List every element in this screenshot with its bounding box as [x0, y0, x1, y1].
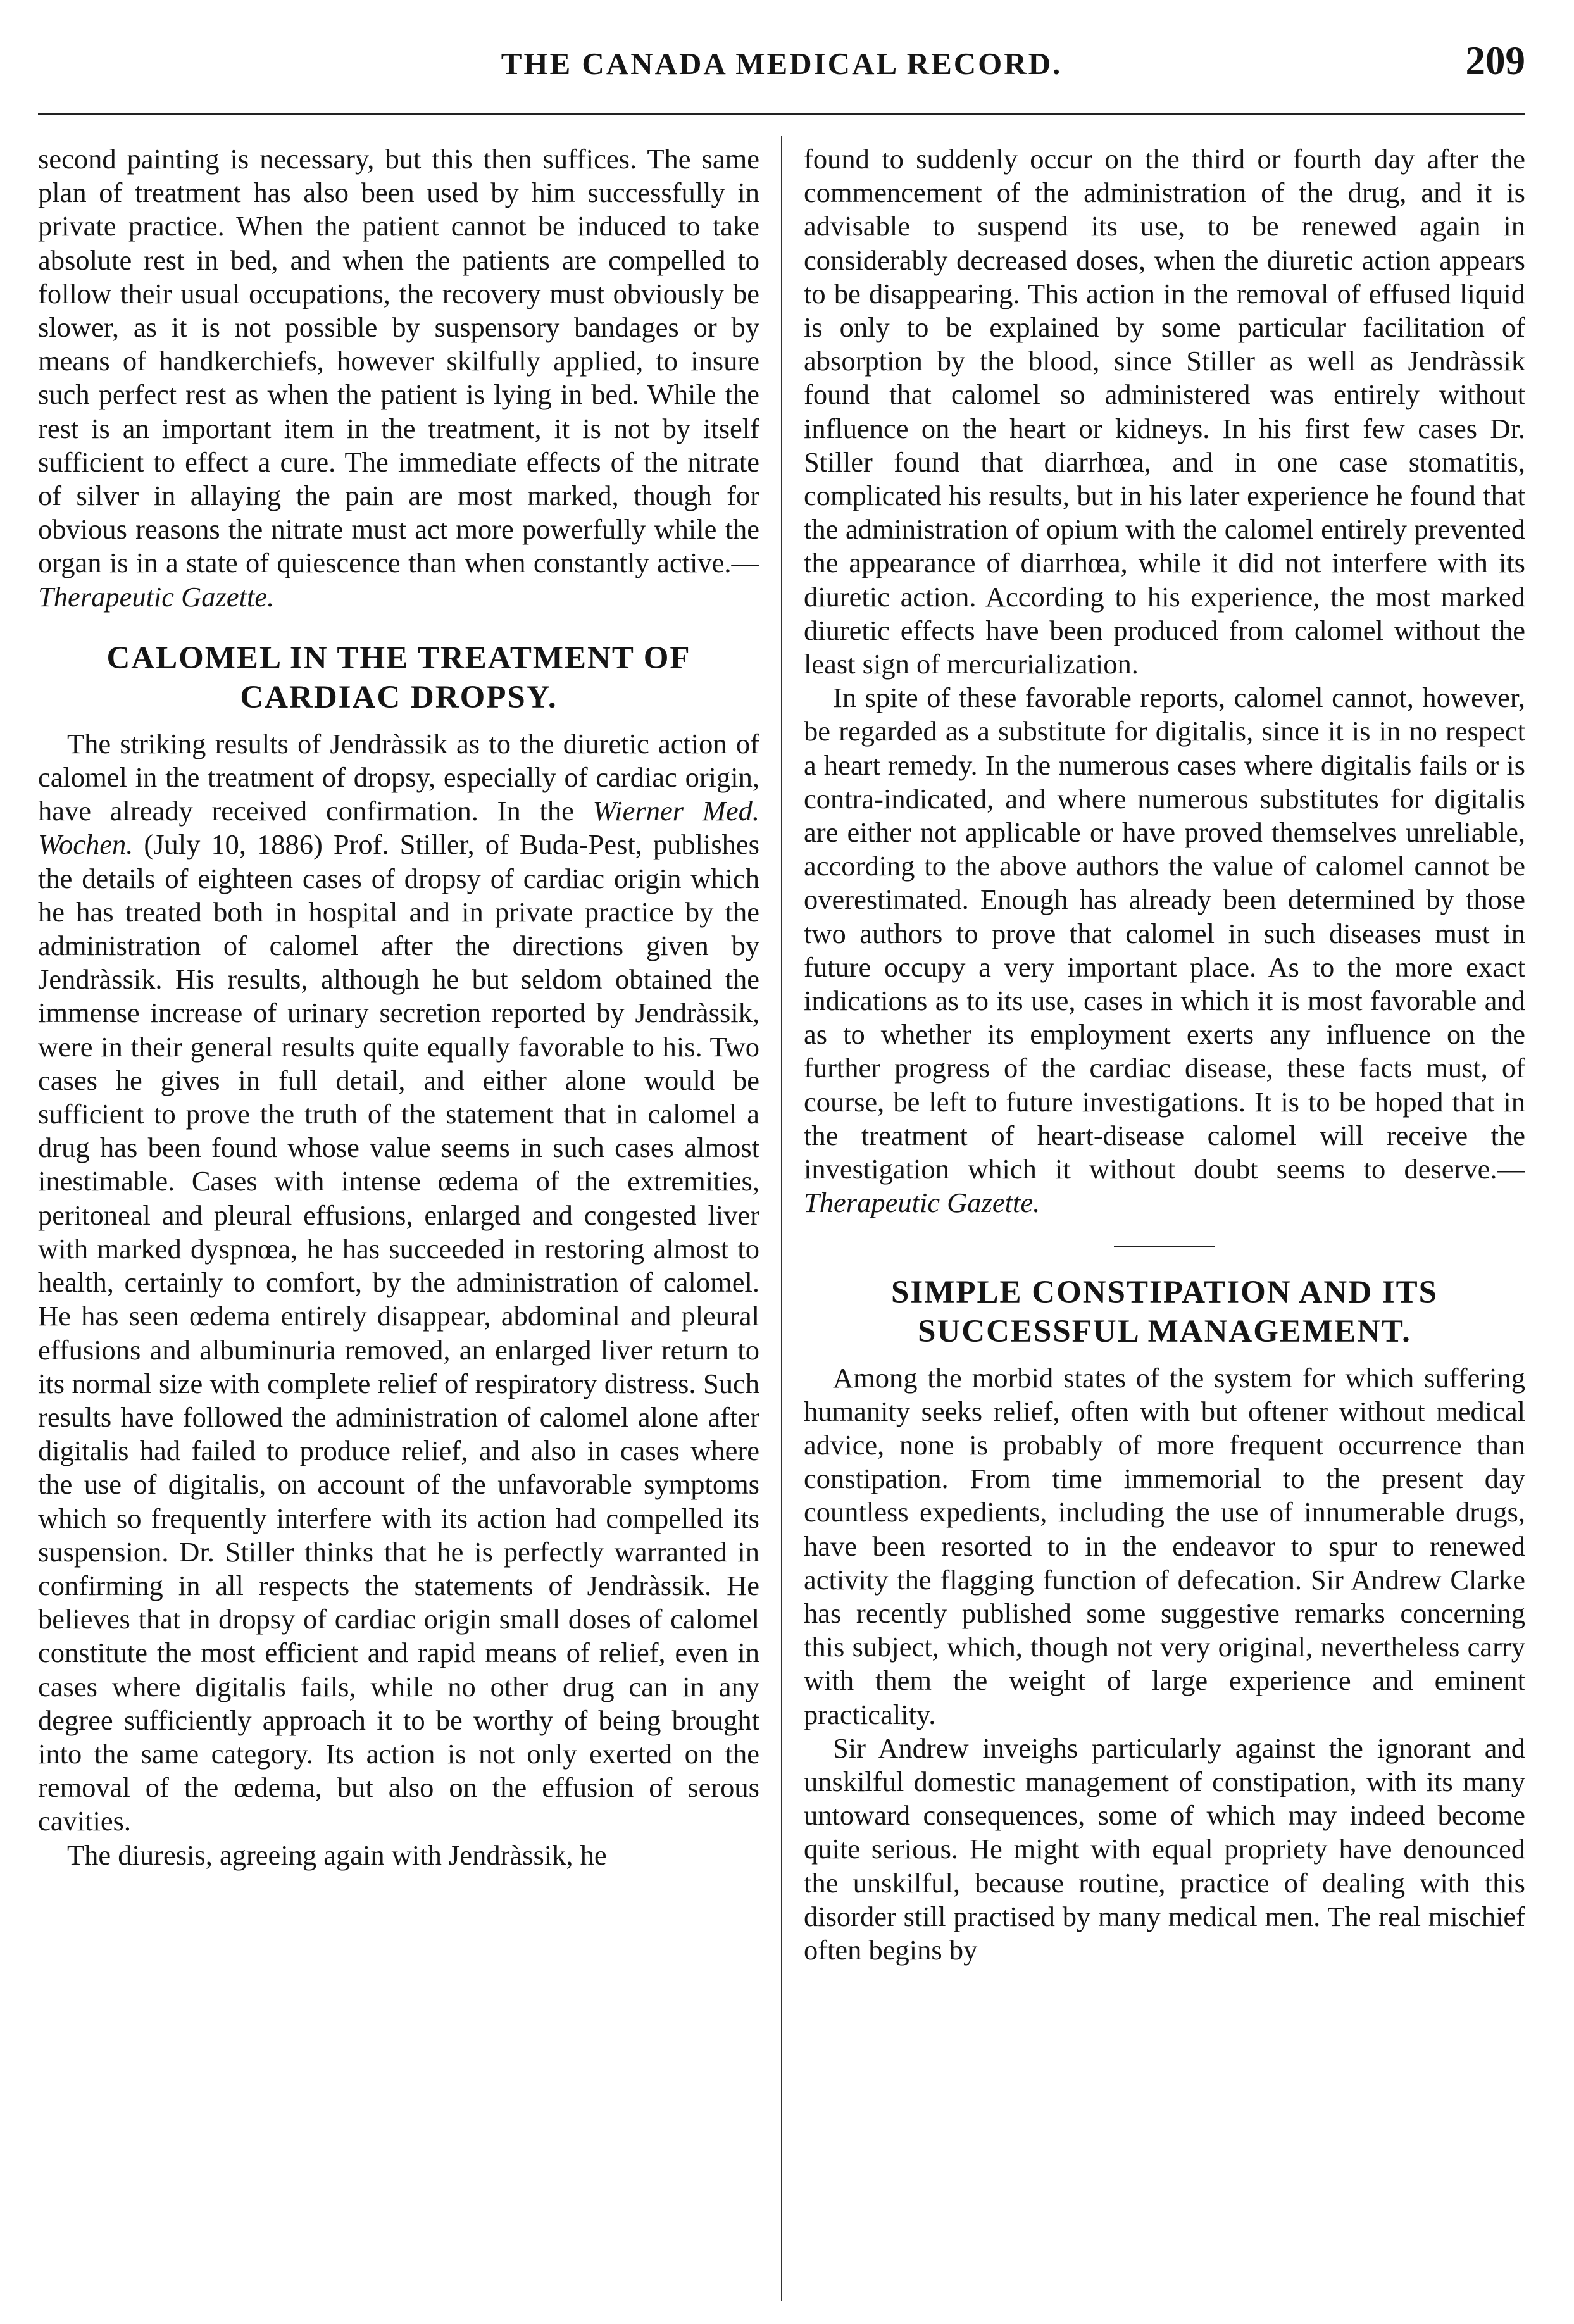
article-paragraph [804, 681, 1525, 1220]
article-paragraph: Among the morbid states of the system for which suffering humanity seeks relief, often with but oftener without medical advice, none is probably of more frequent occurrence than constipation. From time immemorial to the present day countless expedients, including the use of innumerable drugs, have been resorted to in the endeavor to spur to renewed activity the flagging function of defecation. Sir Andrew Clarke has recently published some suggestive remarks concerning this subject, which, though not very original, nevertheless carry with them the weight of large experience and eminent practicality. [804, 1361, 1525, 1730]
page-number: 209 [1465, 39, 1525, 83]
left-column [38, 142, 759, 2294]
journal-title: THE CANADA MEDICAL RECORD. [501, 46, 1063, 81]
section-separator [1114, 1246, 1215, 1247]
paragraph-text: In spite of these favorable reports, calomel cannot, however, be regarded as a substitute for digitalis, since it is in no respect a heart remedy. In the numerous cases where digitalis fails or is contra-indicated, and where numerous substitutes for digitalis are either not applicable or have proved themselves unreliable, according to the above authors the value of calomel cannot be overestimated. Enough has already been determined by those two authors to prove that calomel in such diseases must in future occupy a very important place. As to the more exact indications as to its use, cases in which it is most favorable and as to whether its employment exerts any influence on the further progress of the cardiac disease, these facts must, of course, be left to future investigations. It is to be hoped that in the treatment of heart-disease calomel will receive the investigation which it without doubt seems to deserve.— [804, 682, 1525, 1185]
article-paragraph: The diuresis, agreeing again with Jendràssik, he [67, 1839, 607, 1871]
right-column [804, 142, 1525, 2294]
continued-paragraph-text: second painting is necessary, but this then suffices. The same plan of treatment has also been used by him successfully in private practice. When the patient cannot be induced to take absolute rest in bed, and when the patients are compelled to follow their usual occupations, the recovery must obviously be slower, as it is not possible by suspensory bandages or by means of handkerchiefs, however skilfully applied, to insure such perfect rest as when the patient is lying in bed. While the rest is an important item in the treatment, it is not by itself sufficient to effect a cure. The immediate effects of the nitrate of silver in allaying the pain are most marked, though for obvious reasons the nitrate must act more powerfully while the organ is in a state of quiescence than when constantly active.— [38, 143, 759, 579]
source-journal-title: Wierner Med. Wochen. [38, 795, 759, 861]
article-paragraph [38, 727, 759, 1839]
article-heading-calomel: CALOMEL IN THE TREATMENT OF CARDIAC DROPSY. [106, 640, 691, 715]
article-heading-constipation: SIMPLE CONSTIPATION AND ITS SUCCESSFUL MANAGEMENT. [890, 1274, 1439, 1349]
header-rule [38, 113, 1525, 115]
article-paragraph: found to suddenly occur on the third or fourth day after the commencement of the administration of the drug, and it is advisable to suspend its use, to be renewed again in considerably decreased doses, when the diuretic action appears to be disappearing. This action in the removal of effused liquid is only to be explained by some particular facilitation of absorption by the blood, since Stiller as well as Jendràssik found that calomel so administered was entirely without influence on the heart or kidneys. In his first few cases Dr. Stiller found that diarrhœa, and in one case stomatitis, complicated his results, but in his later experience he found that the administration of opium with the calomel entirely prevented the appearance of diarrhœa, while it did not interfere with its diuretic action. According to his experience, the most marked diuretic effects have been produced from calomel without the least sign of mercurialization. [804, 143, 1525, 680]
citation-therapeutic-gazette: Therapeutic Gazette. [38, 580, 275, 613]
continued-paragraph [38, 142, 759, 614]
article-paragraph: Sir Andrew inveighs particularly against the ignorant and unskilful domestic management of constipation, with its many untoward consequences, some of which may indeed become quite serious. He might with equal propriety have denounced the unskilful, because routine, practice of dealing with this disorder still practised by many medical men. The real mischief often begins by [804, 1732, 1525, 1966]
paragraph-text: (July 10, 1886) Prof. Stiller, of Buda-Pest, publishes the details of eighteen cases of dropsy of cardiac origin which he has treated both in hospital and in private practice by the administration of calomel after the directions given by Jendràssik. His results, although he but seldom obtained the immense increase of urinary secretion reported by Jendràssik, were in their general results quite equally favorable to his. Two cases he gives in full detail, and either alone would be sufficient to prove the truth of the statement that in calomel a drug has been found whose value seems in such cases almost inestimable. Cases with intense œdema of the extremities, peritoneal and pleural effusions, enlarged and congested liver with marked dyspnœa, he has succeeded in restoring almost to health, certainly to comfort, by the administration of calomel. He has seen œdema entirely disappear, abdominal and pleural effusions and albuminuria removed, an enlarged liver return to its normal size with complete relief of respiratory distress. Such results have followed the administration of calomel alone after digitalis had failed to produce relief, and also in cases where the use of digitalis, on account of the unfavorable symptoms which so frequently interfere with its action had compelled its suspension. Dr. Stiller thinks that he is perfectly warranted in confirming in all respects the statements of Jendràssik. He believes that in dropsy of cardiac origin small doses of calomel constitute the most efficient and rapid means of relief, even in cases where digitalis fails, while no other drug can in any degree sufficiently approach it to be worthy of being brought into the same category. Its action is not only exerted on the removal of the œdema, but also on the effusion of serous cavities. [38, 828, 759, 1837]
paragraph-text: The striking results of Jendràssik as to the diuretic action of calomel in the treatment of dropsy, especially of cardiac origin, have already received confirmation. In the [38, 727, 759, 827]
running-head [38, 38, 1525, 108]
column-divider [781, 136, 782, 2301]
citation-therapeutic-gazette: Therapeutic Gazette. [804, 1187, 1040, 1219]
